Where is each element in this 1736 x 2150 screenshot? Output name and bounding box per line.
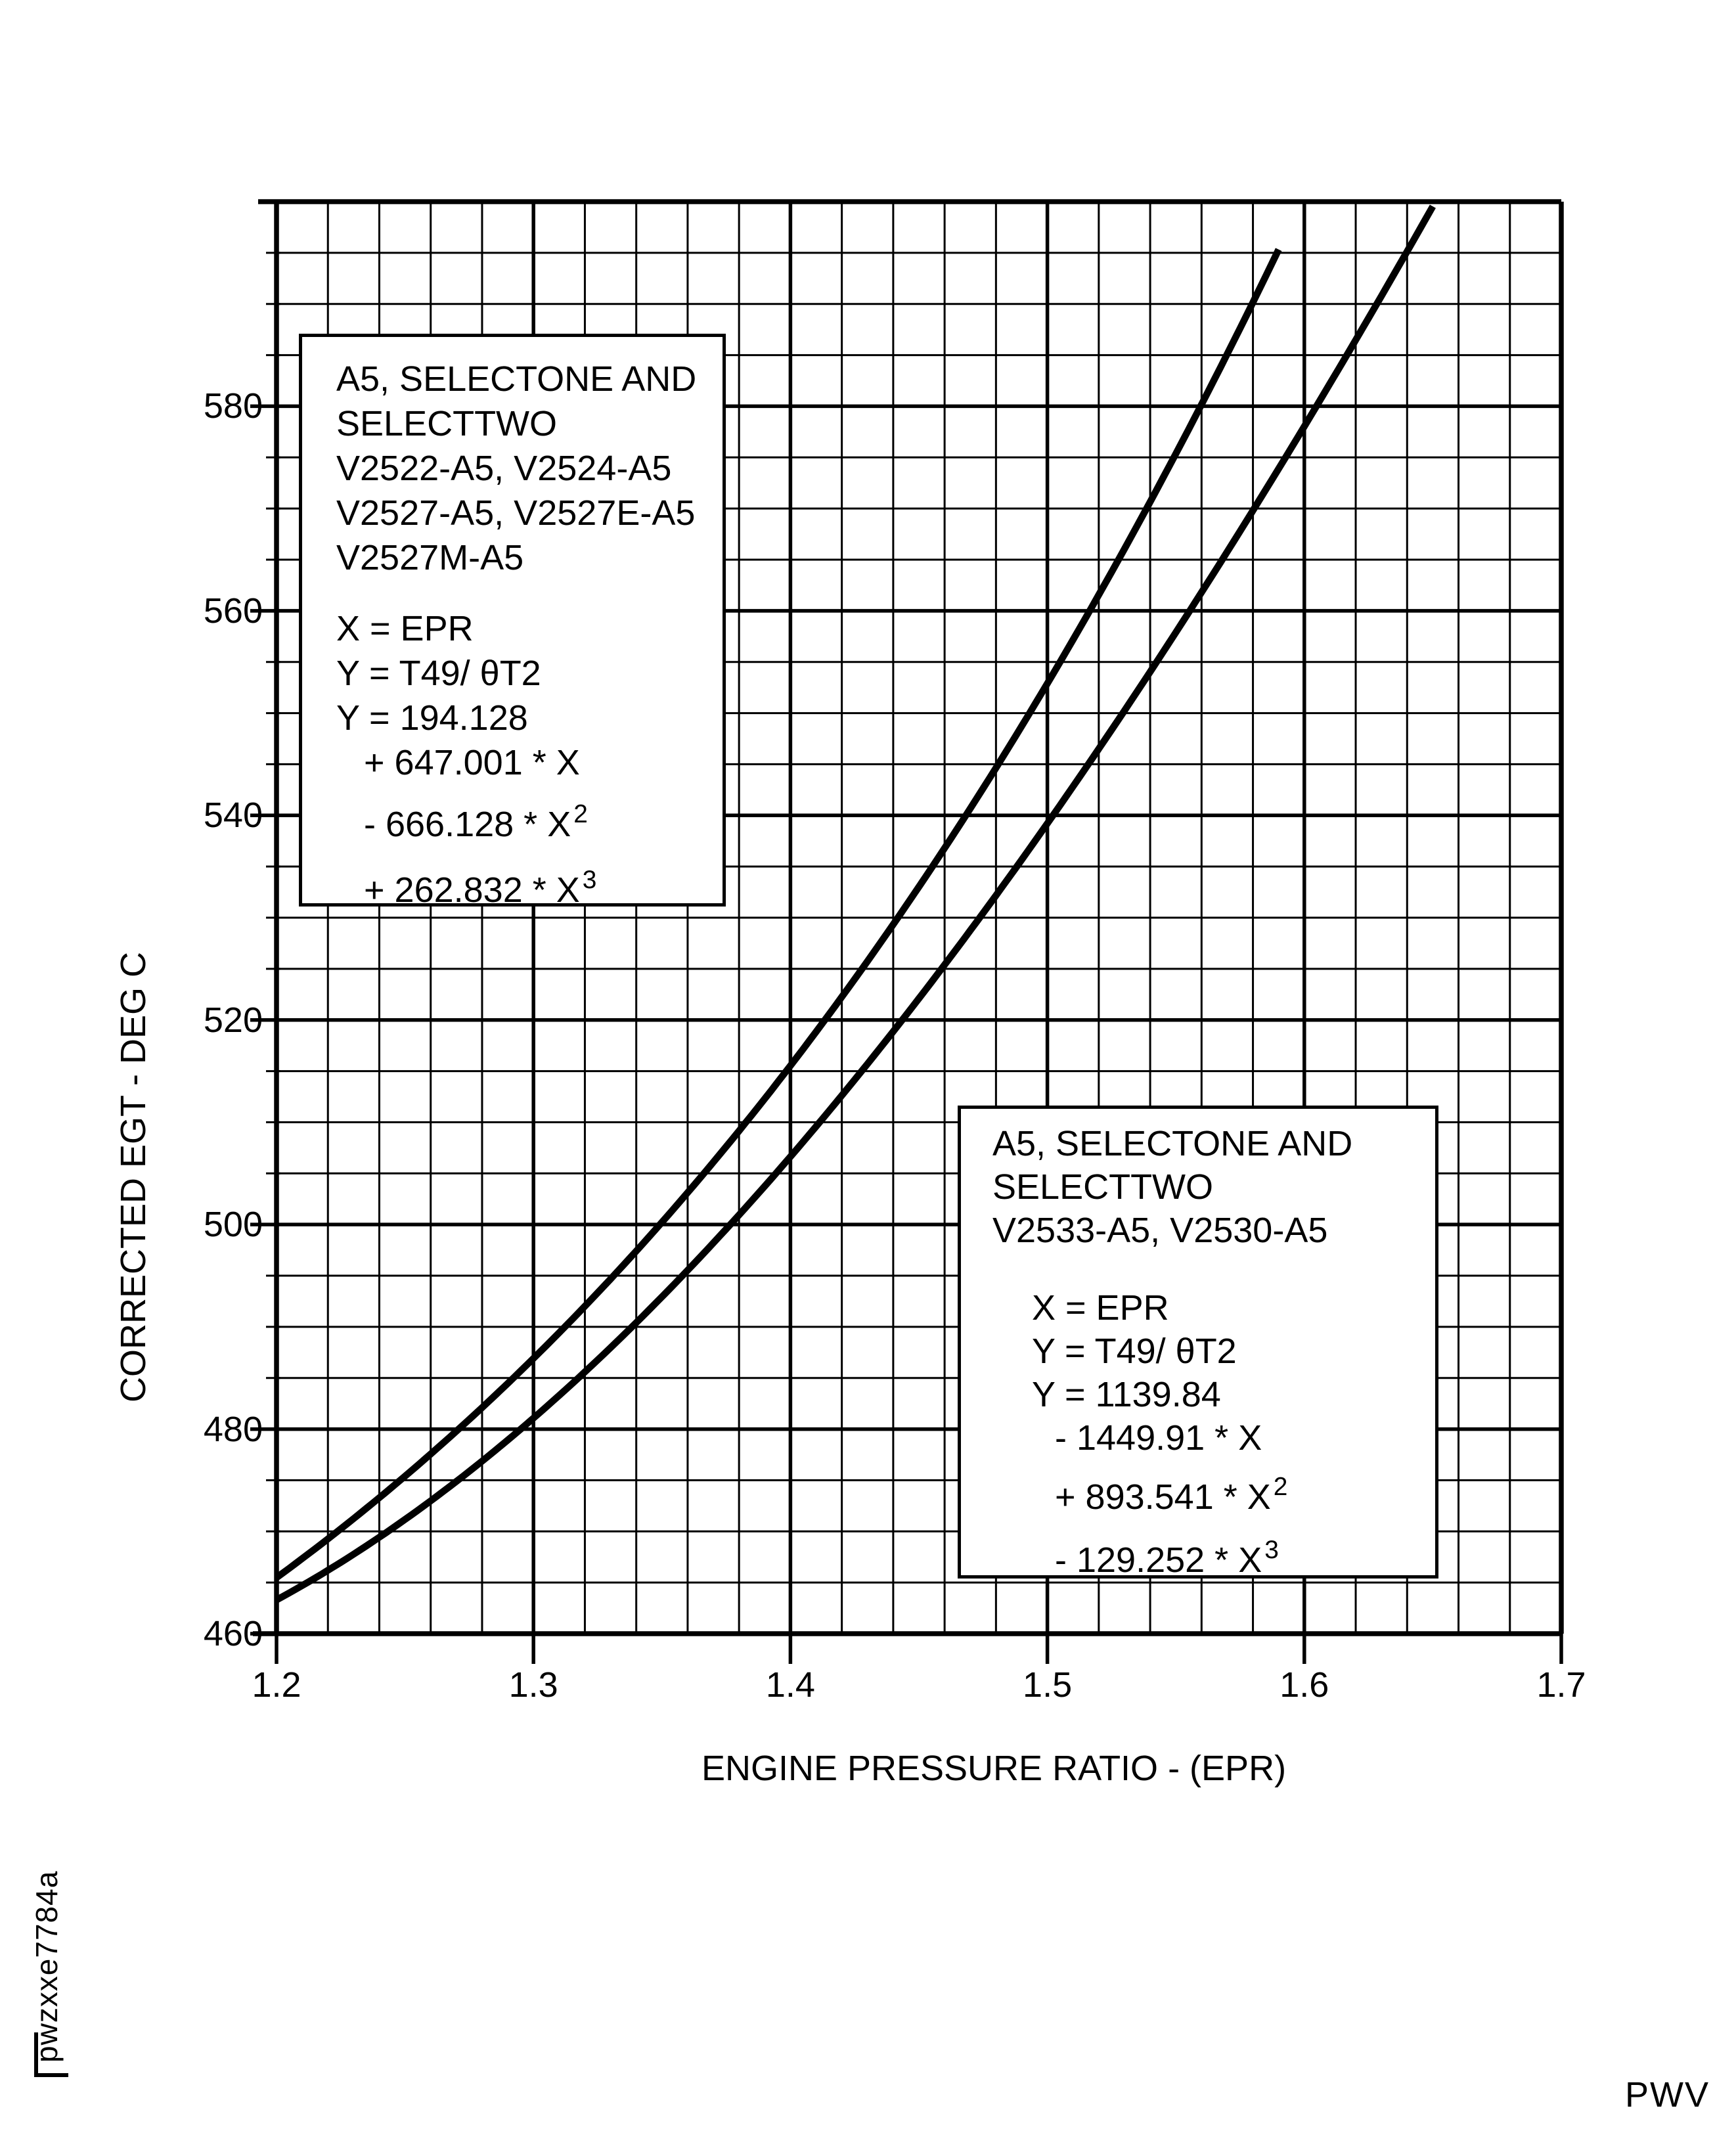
y-axis-tick-label: 540: [203, 795, 263, 836]
annotation-line: [336, 606, 709, 651]
x-axis-tick-label: 1.4: [765, 1665, 815, 1705]
annotation-line-text: + 647.001 * X: [364, 743, 580, 782]
y-axis-tick-label: 520: [203, 1000, 263, 1040]
x-axis-tick-label: 1.7: [1536, 1665, 1586, 1705]
annotation-line-text: Y = 1139.84: [1032, 1375, 1221, 1414]
annotation-line: [1055, 1416, 1425, 1460]
y-axis-tick-label: 460: [203, 1614, 263, 1653]
annotation-line-text: Y = T49/ θT2: [336, 654, 541, 693]
annotation-line: [336, 696, 709, 740]
y-axis-tick-label: 500: [203, 1205, 263, 1245]
annotation-line: [336, 446, 709, 491]
annotation-line: [992, 1122, 1425, 1165]
annotation-line-text: V2527M-A5: [336, 538, 524, 577]
annotation-line-text: A5, SELECTONE AND: [992, 1124, 1353, 1163]
annotation-line-text: V2527-A5, V2527E-A5: [336, 493, 696, 533]
brand-mark: PWV: [1624, 2075, 1710, 2115]
annotation-line-text: SELECTTWO: [992, 1167, 1214, 1207]
annotation-line-text: SELECTTWO: [336, 404, 558, 443]
annotation-line: [992, 1165, 1425, 1209]
annotation-box-1: [299, 334, 726, 910]
annotation-line-text: A5, SELECTONE AND: [336, 359, 697, 399]
y-axis-title: CORRECTED EGT - DEG C: [114, 951, 153, 1403]
annotation-line: [364, 740, 709, 785]
x-axis-tick-label: 1.6: [1280, 1665, 1329, 1705]
x-axis-tick-label: 1.5: [1023, 1665, 1073, 1705]
annotation-line-text: X = EPR: [336, 609, 474, 648]
annotation-line: [336, 651, 709, 696]
annotation-line-text: + 262.832 * X: [364, 870, 580, 910]
superscript-exponent: 3: [1264, 1535, 1279, 1564]
annotation-line: [336, 401, 709, 446]
annotation-line: [364, 799, 709, 851]
annotation-line-text: V2522-A5, V2524-A5: [336, 449, 672, 488]
annotation-line-text: - 129.252 * X: [1055, 1540, 1262, 1580]
annotation-line: [992, 1209, 1425, 1252]
superscript-exponent: 2: [573, 799, 588, 828]
x-axis-title: ENGINE PRESSURE RATIO - (EPR): [701, 1749, 1287, 1788]
superscript-exponent: 2: [1273, 1472, 1288, 1501]
annotation-line-text: Y = 194.128: [336, 698, 528, 738]
watermark-code: pwzxxe7784a: [30, 1870, 64, 2063]
annotation-line-text: Y = T49/ θT2: [1032, 1332, 1237, 1371]
annotation-line: [336, 357, 709, 401]
x-axis-tick-label: 1.2: [252, 1665, 301, 1705]
y-axis-tick-label: 480: [203, 1409, 263, 1449]
annotation-line: [364, 865, 709, 916]
annotation-line: [336, 491, 709, 535]
annotation-line: [1055, 1535, 1425, 1586]
y-axis-tick-label: 560: [203, 591, 263, 631]
annotation-line: [1032, 1373, 1425, 1416]
annotation-line: [1032, 1286, 1425, 1330]
annotation-line-text: + 893.541 * X: [1055, 1477, 1271, 1517]
annotation-line: [336, 535, 709, 580]
y-axis-tick-label: 580: [203, 386, 263, 426]
superscript-exponent: 3: [582, 865, 597, 894]
annotation-line-text: X = EPR: [1032, 1288, 1169, 1328]
annotation-line: [1032, 1330, 1425, 1373]
annotation-line-text: V2533-A5, V2530-A5: [992, 1211, 1328, 1250]
annotation-box-2: [958, 1106, 1438, 1579]
annotation-line: [1055, 1472, 1425, 1523]
annotation-line-text: - 666.128 * X: [364, 805, 571, 844]
x-axis-tick-label: 1.3: [508, 1665, 558, 1705]
annotation-line-text: - 1449.91 * X: [1055, 1418, 1262, 1458]
